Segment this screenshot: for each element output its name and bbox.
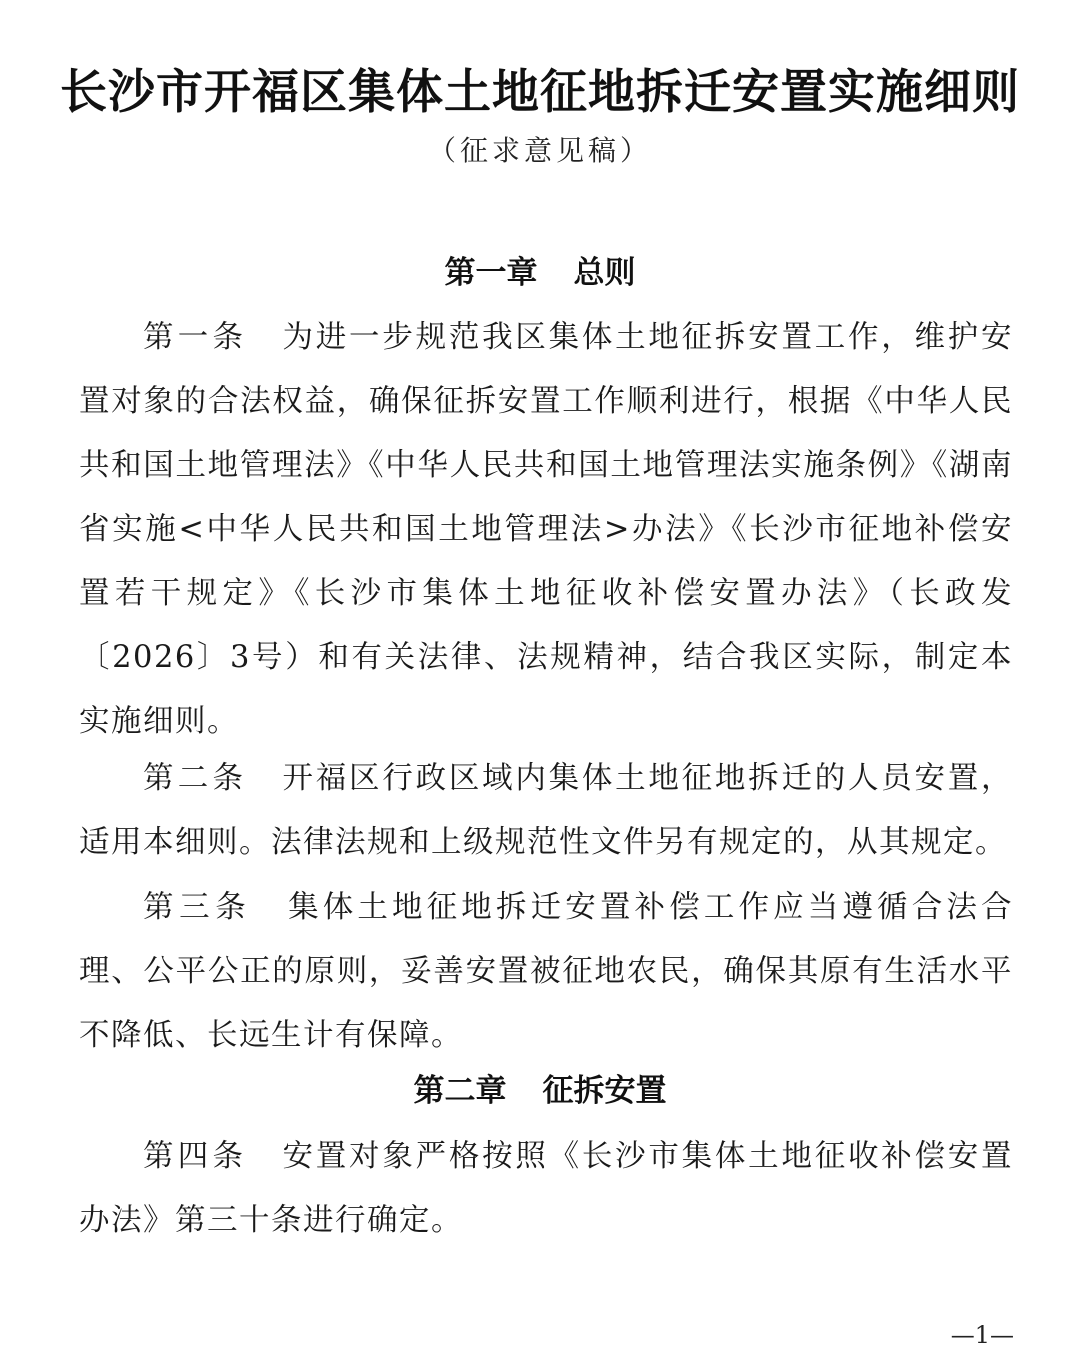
chapter-name: 总则 xyxy=(573,255,636,291)
chapter-heading xyxy=(0,250,1080,296)
article-paragraph xyxy=(79,876,1013,1068)
document-subtitle: （征求意见稿） xyxy=(427,134,652,167)
article-label: 第四条 xyxy=(143,1139,248,1174)
chapter-number: 第二章 xyxy=(413,1073,507,1109)
page-number: —1— xyxy=(950,1321,1014,1349)
article-paragraph xyxy=(79,306,1013,754)
article-text: 安置对象严格按照《长沙市集体土地征收补偿安置办法》第三十条进行确定。 xyxy=(79,1139,1013,1238)
article-paragraph xyxy=(79,747,1013,875)
document-title: 长沙市开福区集体土地征地拆迁安置实施细则 xyxy=(60,65,1020,120)
article-label: 第三条 xyxy=(143,890,252,925)
chapter-heading xyxy=(0,1068,1080,1114)
chapter-number: 第一章 xyxy=(444,255,538,291)
chapter-name: 征拆安置 xyxy=(542,1073,667,1109)
article-text: 开福区行政区域内集体土地征地拆迁的人员安置，适用本细则。法律法规和上级规范性文件另有规定的，从其规定。 xyxy=(79,761,1013,860)
article-paragraph xyxy=(79,1125,1013,1253)
article-text: 集体土地征地拆迁安置补偿工作应当遵循合法合理、公平公正的原则，妥善安置被征地农民，确保其原有生活水平不降低、长远生计有保障。 xyxy=(79,890,1013,1053)
article-text: 为进一步规范我区集体土地征拆安置工作，维护安置对象的合法权益，确保征拆安置工作顺利进行，根据《中华人民共和国土地管理法》《中华人民共和国土地管理法实施条例》《湖南省实施<中华人民共和国土地管理法>办法》《长沙市征地补偿安置若干规定》《长沙市集体土地征收补偿安置办法》（长政发〔2026〕3号）和有关法律、法规精神，结合我区实际，制定本实施细则。 xyxy=(79,320,1013,739)
article-label: 第二条 xyxy=(143,761,248,796)
article-label: 第一条 xyxy=(143,320,248,355)
